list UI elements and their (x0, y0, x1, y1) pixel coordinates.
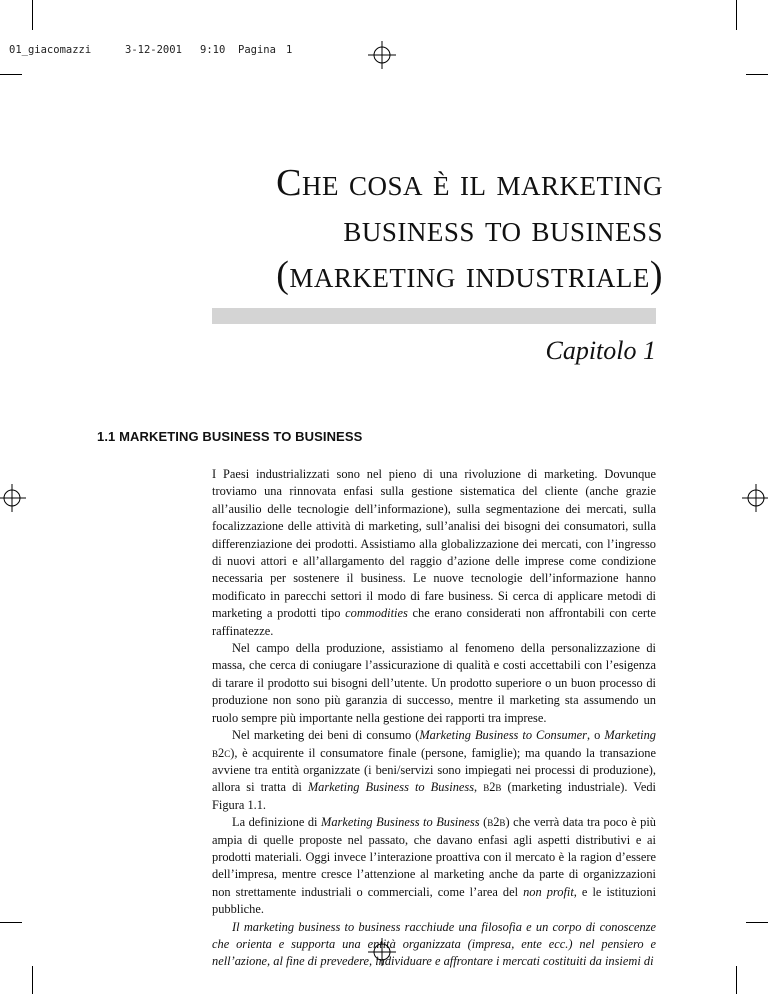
body-text (212, 466, 656, 971)
section-heading: 1.1 MARKETING BUSINESS TO BUSINESS (97, 429, 363, 444)
paragraph-1: I Paesi industrializzati sono nel pieno di una rivoluzione di marketing. Dovunque troviamo una rinnovata enfasi sulla gestione sistematica del cliente (anche grazie all’ausilio delle tecnologie dell’informazione), sulla segmentazione dei mercati, sulla focalizzazione delle attività di marketing, sull’analisi dei bisogni dei consumatori, sulla differenziazione dei prodotti. Assistiamo alla globalizzazione dei mercati, con l’ingresso di nuovi attori e all’allargamento del raggio d’azione delle imprese come condizione necessaria per sostenere il business. Le nuove tecnologie dell’informazione hanno modificato in parecchi settori il modo di fare business. Si cerca di applicare metodi di marketing a prodotti tipo commodities che erano considerati non affrontabili con certe raffinatezze. (212, 467, 656, 638)
crop-mark-top-right-v (736, 0, 737, 30)
chapter-title-line-3: (marketing industriale) (276, 254, 663, 296)
slug-page-number: 1 (286, 44, 293, 56)
chapter-divider-bar (212, 308, 656, 324)
slug-date: 3-12-2001 (125, 44, 182, 56)
crop-mark-bottom-right-v (736, 966, 737, 994)
slug-filename: 01_giacomazzi (9, 44, 92, 56)
crop-mark-bottom-left-v (32, 966, 33, 994)
crop-mark-bottom-right-h (746, 922, 768, 923)
chapter-label: Capitolo 1 (545, 336, 656, 365)
crop-mark-bottom-left-h (0, 922, 22, 923)
slug-time: 9:10 (200, 44, 226, 56)
crop-mark-top-left-v (32, 0, 33, 30)
crop-mark-top-left-h (0, 74, 22, 75)
paragraph-4: La definizione di Marketing Business to Business (b2b) che verrà data tra poco è più ampia di quelle proposte nel passato, che davano enfasi agli aspetti distributivi e ai prodotti materiali. Oggi invece l’interazione proattiva con il mercato è la ragion d’essere dell’impresa, mentre cresce l’attenzione al marketing anche da parte di organizzazioni non strettamente industriali o commerciali, come l’area del non profit, e le istituzioni pubbliche. (212, 815, 657, 917)
crop-mark-top-right-h (746, 74, 768, 75)
paragraph-2: Nel campo della produzione, assistiamo al fenomeno della personalizzazione di massa, che cerca di coniugare l’assicurazione di qualità e costi accettabili con l’esigenza di tarare il prodotto sui bisogni dell’utente. Un prodotto superiore o un buon processo di produzione non sono più garanzia di successo, mentre il marketing sta assumendo un ruolo sempre più importante nella gestione dei rapporti tra imprese. (212, 641, 656, 725)
registration-mark-right-icon (742, 484, 768, 512)
chapter-title-line-2: business to business (343, 208, 663, 250)
chapter-title (223, 160, 663, 298)
registration-mark-top-icon (368, 41, 396, 69)
paragraph-5: Il marketing business to business racchiude una filosofia e un corpo di conoscenze che orienta e supporta una entità organizzata (impresa, ente ecc.) nel pensiero e nell’azione, al fine di prevedere, individuare e affrontare i mercati costituiti da insiemi di (212, 919, 656, 969)
slug-page-label: Pagina (238, 44, 276, 56)
registration-mark-left-icon (0, 484, 26, 512)
paragraph-3: Nel marketing dei beni di consumo (Marketing Business to Consumer, o Marketing b2c), è acquirente il consumatore finale (persone, famiglie); ma quando la transazione avviene tra entità organizzate (i beni/servizi sono impiegati nei processi di produzione), allora si tratta di Marketing Business to Business, b2b (marketing industriale). Vedi Figura 1.1. (212, 728, 657, 812)
printer-slug (0, 44, 293, 116)
chapter-title-line-1: Che cosa è il marketing (276, 162, 663, 204)
